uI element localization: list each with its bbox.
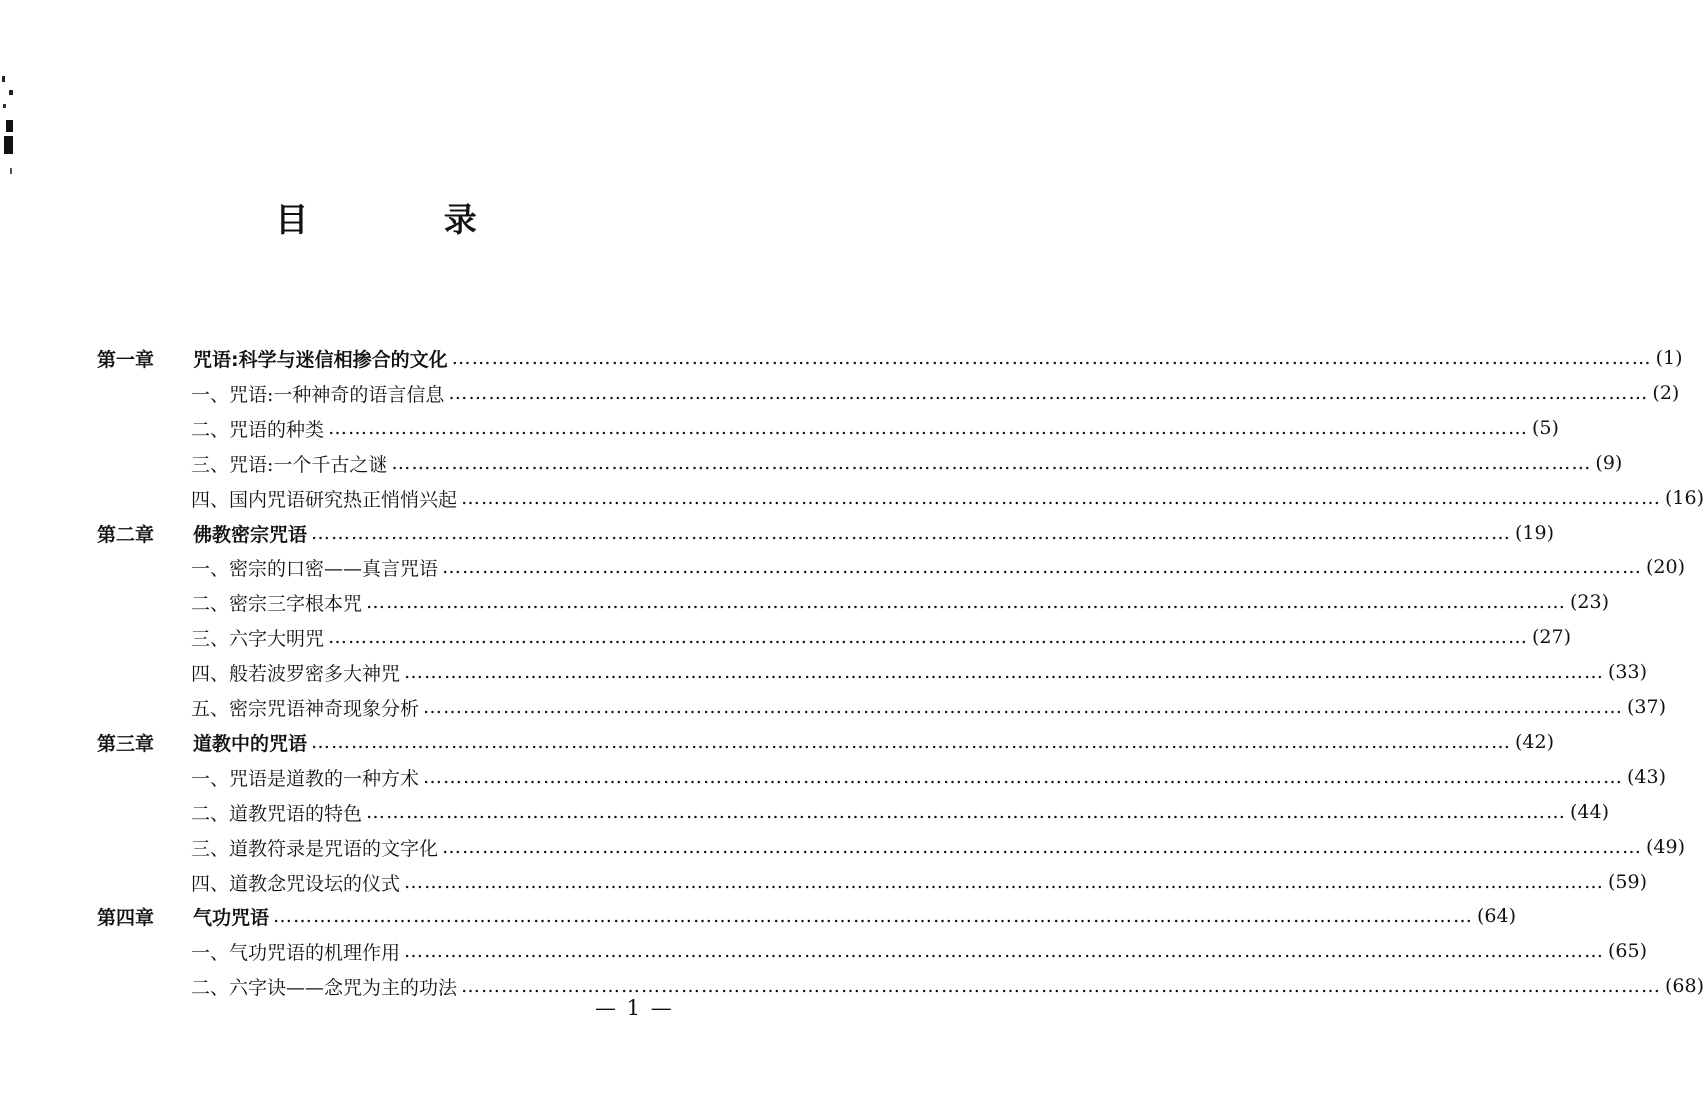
chapter-label: 第四章 (97, 906, 155, 929)
dot-leader: ……………………………………………………………………………………………………………………………………………………………… (461, 487, 1662, 509)
entry-title: 五、密宗咒语神奇现象分析 (191, 697, 420, 720)
toc-section-entry[interactable] (191, 549, 1686, 585)
dot-leader: ……………………………………………………………………………………………………………………………………………………………… (311, 522, 1512, 544)
entry-title: 四、般若波罗密多大神咒 (191, 662, 401, 685)
entry-page-number: (9) (1595, 452, 1623, 474)
dot-leader: ……………………………………………………………………………………………………………………………………………………………… (451, 347, 1652, 369)
entry-page-number: (44) (1570, 801, 1610, 823)
entry-title: 咒语:科学与迷信相掺合的文化 (193, 348, 448, 371)
entry-page-number: (33) (1608, 661, 1648, 683)
entry-page-number: (64) (1477, 905, 1517, 927)
entry-title: 佛教密宗咒语 (193, 523, 308, 546)
entry-title: 一、咒语是道教的一种方术 (191, 767, 420, 790)
dot-leader: ……………………………………………………………………………………………………………………………………………………………… (366, 591, 1567, 613)
entry-page-number: (68) (1665, 975, 1704, 997)
toc-section-entry[interactable] (191, 864, 1648, 900)
toc-chapter-entry[interactable] (97, 724, 1555, 760)
entry-page-number: (20) (1646, 556, 1686, 578)
dot-leader: ……………………………………………………………………………………………………………………………………………………………… (404, 940, 1605, 962)
dot-leader: ……………………………………………………………………………………………………………………………………………………………… (442, 556, 1643, 578)
toc-chapter-entry[interactable] (97, 515, 1555, 551)
toc-section-entry[interactable] (191, 584, 1610, 620)
toc-section-entry[interactable] (191, 794, 1610, 830)
dot-leader: ……………………………………………………………………………………………………………………………………………………………… (442, 836, 1643, 858)
dot-leader: ……………………………………………………………………………………………………………………………………………………………… (391, 452, 1592, 474)
toc-section-entry[interactable] (191, 654, 1648, 690)
entry-page-number: (43) (1627, 766, 1667, 788)
chapter-label: 第一章 (97, 348, 155, 371)
toc-section-entry[interactable] (191, 689, 1667, 725)
entry-page-number: (19) (1515, 522, 1555, 544)
dot-leader: ……………………………………………………………………………………………………………………………………………………………… (423, 766, 1624, 788)
chapter-label: 第三章 (97, 732, 155, 755)
dot-leader: ……………………………………………………………………………………………………………………………………………………………… (366, 801, 1567, 823)
chapter-label: 第二章 (97, 523, 155, 546)
entry-title: 二、六字诀——念咒为主的功法 (191, 976, 458, 999)
dot-leader: ……………………………………………………………………………………………………………………………………………………………… (311, 731, 1512, 753)
dot-leader: ……………………………………………………………………………………………………………………………………………………………… (461, 975, 1662, 997)
entry-title: 三、六字大明咒 (191, 627, 325, 650)
entry-title: 四、道教念咒设坛的仪式 (191, 872, 401, 895)
toc-section-entry[interactable] (191, 759, 1667, 795)
entry-title: 四、国内咒语研究热正悄悄兴起 (191, 488, 458, 511)
page-title: 目 录 (275, 200, 539, 239)
entry-page-number: (59) (1608, 871, 1648, 893)
dot-leader: ……………………………………………………………………………………………………………………………………………………………… (448, 382, 1649, 404)
toc-section-entry[interactable] (191, 933, 1648, 969)
entry-title: 二、密宗三字根本咒 (191, 592, 363, 615)
entry-page-number: (49) (1646, 836, 1686, 858)
page-number: — 1 — (595, 996, 674, 1020)
dot-leader: ……………………………………………………………………………………………………………………………………………………………… (328, 626, 1529, 648)
toc-section-entry[interactable] (191, 480, 1704, 516)
toc-section-entry[interactable] (191, 619, 1572, 655)
dot-leader: ……………………………………………………………………………………………………………………………………………………………… (404, 661, 1605, 683)
entry-title: 气功咒语 (193, 906, 270, 929)
entry-page-number: (37) (1627, 696, 1667, 718)
entry-title: 三、咒语:一个千古之谜 (191, 453, 388, 476)
dot-leader: ……………………………………………………………………………………………………………………………………………………………… (273, 905, 1474, 927)
dot-leader: ……………………………………………………………………………………………………………………………………………………………… (404, 871, 1605, 893)
toc-section-entry[interactable] (191, 375, 1680, 411)
scan-edge-mark (0, 70, 16, 180)
entry-page-number: (5) (1532, 417, 1559, 439)
dot-leader: ……………………………………………………………………………………………………………………………………………………………… (328, 417, 1529, 439)
entry-page-number: (2) (1652, 382, 1680, 404)
toc-section-entry[interactable] (191, 445, 1623, 481)
entry-title: 一、咒语:一种神奇的语言信息 (191, 383, 445, 406)
entry-page-number: (23) (1570, 591, 1610, 613)
toc-section-entry[interactable] (191, 410, 1559, 446)
entry-title: 三、道教符录是咒语的文字化 (191, 837, 439, 860)
entry-page-number: (65) (1608, 940, 1648, 962)
dot-leader: ……………………………………………………………………………………………………………………………………………………………… (423, 696, 1624, 718)
toc-section-entry[interactable] (191, 829, 1686, 865)
toc-chapter-entry[interactable] (97, 898, 1517, 934)
toc-chapter-entry[interactable] (97, 340, 1683, 376)
entry-page-number: (16) (1665, 487, 1704, 509)
entry-page-number: (1) (1655, 347, 1683, 369)
entry-page-number: (42) (1515, 731, 1555, 753)
entry-title: 道教中的咒语 (193, 732, 308, 755)
entry-title: 二、咒语的种类 (191, 418, 325, 441)
entry-title: 一、气功咒语的机理作用 (191, 941, 401, 964)
entry-page-number: (27) (1532, 626, 1572, 648)
entry-title: 二、道教咒语的特色 (191, 802, 363, 825)
entry-title: 一、密宗的口密——真言咒语 (191, 557, 439, 580)
